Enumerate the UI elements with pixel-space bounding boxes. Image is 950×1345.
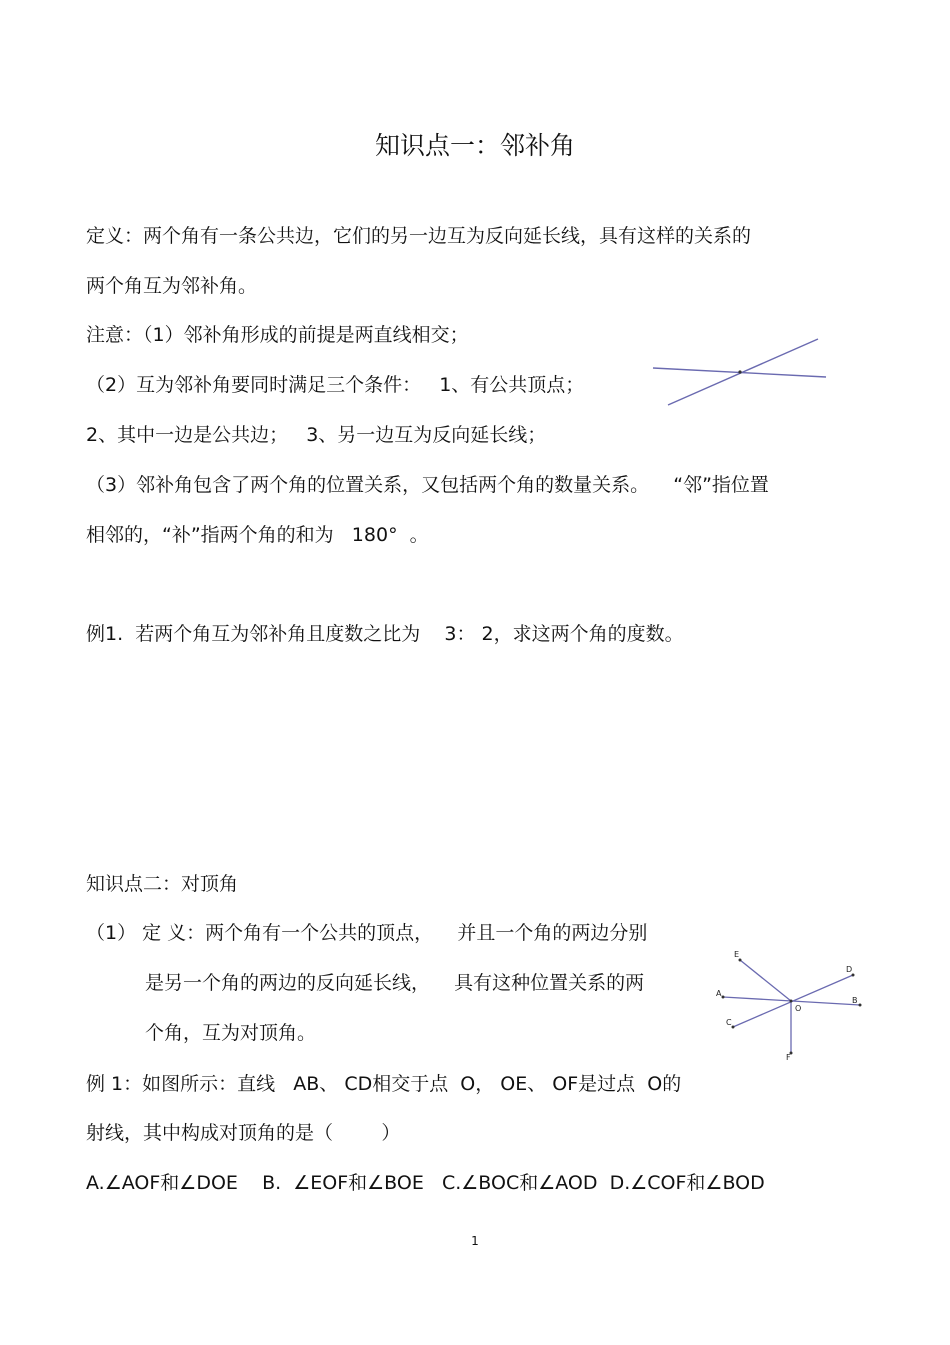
example-2-line-1: 例 1：如图所示：直线 AB、 CD相交于点 O， OE、 OF是过点 O的 xyxy=(86,1073,682,1095)
label-F: F xyxy=(786,1053,791,1062)
label-B: B xyxy=(852,996,858,1005)
vertical-angle-def-1: （1） 定 义：两个角有一个公共的顶点， 并且一个角的两边分别 xyxy=(86,922,648,944)
note-line-1: 注意：（1）邻补角形成的前提是两直线相交； xyxy=(86,324,469,346)
note-line-5: 相邻的，“补”指两个角的和为 180° 。 xyxy=(86,524,429,546)
section-2-heading: 知识点二：对顶角 xyxy=(86,873,239,895)
answer-options: A.∠AOF和∠DOE B. ∠EOF和∠BOE C.∠BOC和∠AOD D.∠COF和∠BOD xyxy=(86,1172,765,1194)
page-title: 知识点一：邻补角 xyxy=(374,131,575,160)
line-CD xyxy=(733,975,853,1027)
vertical-angle-def-3: 个角，互为对顶角。 xyxy=(145,1022,317,1044)
intersecting-lines-figure xyxy=(648,333,833,411)
note-line-3: 2、其中一边是公共边； 3、另一边互为反向延长线； xyxy=(86,424,547,446)
definition-line-1: 定义：两个角有一条公共边，它们的另一边互为反向延长线，具有这样的关系的 xyxy=(86,225,752,247)
label-D: D xyxy=(846,965,853,974)
example-2-line-2: 射线，其中构成对顶角的是（ ） xyxy=(86,1122,401,1144)
ray-OE xyxy=(740,960,791,1001)
definition-line-2: 两个角互为邻补角。 xyxy=(86,275,258,297)
label-O: O xyxy=(795,1004,802,1013)
note-line-2: （2）互为邻补角要同时满足三个条件： 1、有公共顶点； xyxy=(86,374,585,396)
example-1-question: 例1. 若两个角互为邻补角且度数之比为 3： 2，求这两个角的度数。 xyxy=(86,623,684,645)
label-C: C xyxy=(726,1018,732,1027)
page-number: 1 xyxy=(471,1234,479,1248)
label-A: A xyxy=(716,989,722,998)
line-2 xyxy=(668,339,818,405)
intersection-point xyxy=(738,370,741,373)
label-E: E xyxy=(734,950,740,959)
vertical-angle-def-2: 是另一个角的两边的反向延长线， 具有这种位置关系的两 xyxy=(145,972,645,994)
vertical-angles-figure xyxy=(712,945,872,1065)
note-line-4: （3）邻补角包含了两个角的位置关系，又包括两个角的数量关系。 “邻”指位置 xyxy=(86,474,769,496)
